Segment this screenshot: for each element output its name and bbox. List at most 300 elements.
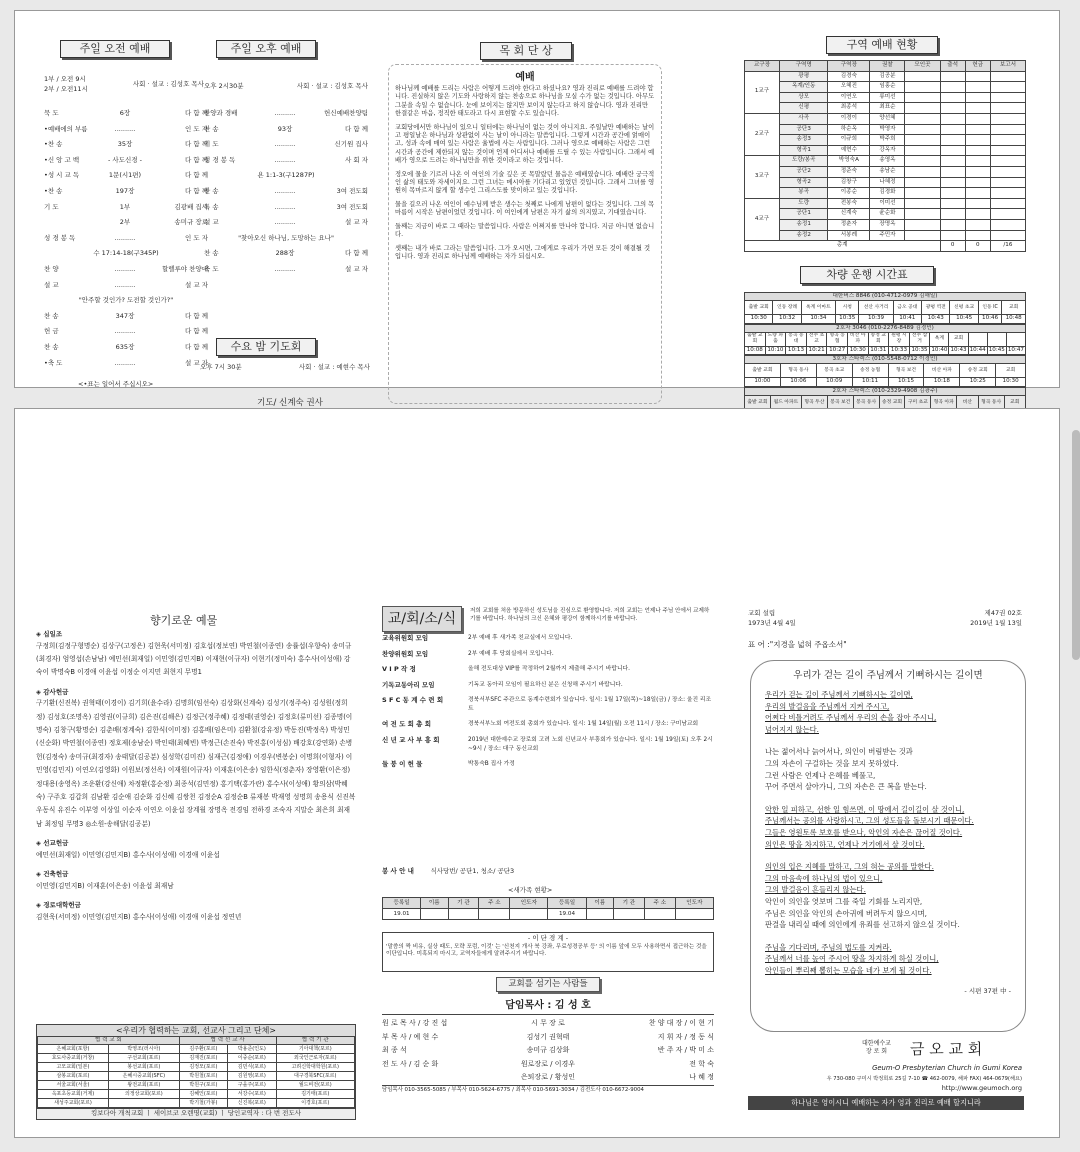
order-row [44,356,208,372]
partner-head: 협 력 기 관 [276,1037,354,1045]
poem-line: 그런 사람은 언제나 은혜를 베풀고, [765,770,876,780]
partner-cell: 왕전교회(포르) [108,1081,179,1090]
order-cell: 인 도 자 [185,124,208,133]
staff-cell: 지 휘 자 / 정 동 식 [657,1032,714,1041]
bus-stop: 광평 역전 [922,301,950,315]
news-item [382,634,714,644]
partner-cell: 신진복(포르) [228,1099,276,1108]
order-row [204,153,368,169]
bus-time: 10:35 [835,315,859,323]
cell-total-value: /16 [990,241,1025,252]
order-cell: .......... [114,264,136,273]
order-cell: 635장 [115,342,135,351]
bus-stop: 비산 아파 [847,332,868,346]
order-cell: .......... [274,186,296,195]
cell-value: 형곡1 [780,145,828,156]
bus-stop: 송정 농협 [852,364,888,378]
cell-empty [905,82,940,93]
order-cell: .......... [114,280,136,289]
cell-total-value: 0 [965,241,990,252]
poem-ref: - 시편 37편 中 - [964,987,1011,996]
order-cell: 93장 [277,124,293,133]
bus-stop: 봉곡 초교 [816,364,852,378]
order-row [44,309,208,325]
cell-empty [905,198,940,209]
cell-value: 김경숙 [828,71,870,82]
bus-time: 10:09 [816,378,852,386]
cell-empty [905,103,940,114]
staff-cell: 원로장로 / 이경우 [520,1059,576,1068]
newfam-cell [510,909,548,920]
bus-stop: 금오 공대 [893,301,921,315]
partner-cell: 김원영(포르) [228,1072,276,1081]
church-name: 금 오 교 회 [910,1040,983,1058]
poem-line: 주님은 의인을 악인의 손아귀에 버려두지 않으시며, [765,908,927,918]
order-cell: 기 도 [204,140,219,149]
order-row [204,246,368,262]
cell-value: 서봉례 [828,230,870,241]
order-row [44,200,208,216]
order-cell: 헌신예배찬양팀 [324,109,368,117]
partner-cell: 구을주(포르) [228,1081,276,1090]
cell-empty [905,230,940,241]
cell-value: 공단1 [780,209,828,220]
bus-stop: 비산 [957,396,978,410]
order-cell: .......... [114,327,136,336]
order-row [44,106,208,122]
offering-heading: ◈ 감사헌금 [36,687,69,696]
order-cell: .......... [274,202,296,211]
bus-stop: 형곡 보건 [888,364,924,378]
poem-line: 그의 자손이 구걸하는 것을 보지 못하였다. [765,758,899,768]
news-item [382,736,714,754]
partner-cell: 고려신학대학원(포르) [276,1063,354,1072]
pm-leader-text: 사회 · 설교 : 김성호 목사 [296,82,368,90]
poem-line: 주님께서 너를 높여 주시어 땅을 차지하게 하실 것이니, [765,954,939,964]
partner-head: 협 력 선 교 사 [179,1037,276,1045]
partner-row [38,1081,355,1090]
cell-value: 형곡2 [780,177,828,188]
partner-cell: 은혜교회(포항) [38,1045,109,1054]
am-worship-title-box: 주일 오전 예배 [60,40,170,58]
partner-cell: 이경호(포르) [276,1099,354,1108]
cell-empty [990,166,1025,177]
newfam-title: <새가족 현황> [508,886,553,894]
poem-line: 우리의 발걸음을 주님께서 지켜 주시고, [765,701,890,711]
newfam-cell [613,909,644,920]
church-denom [862,1040,891,1056]
order-cell: 찬양과 경배 [204,109,238,117]
offering-names: 김현욱(서미정) 이민영(김민지B) 홍수사(이성애) 이경애 이윤섭 정연년 [36,912,242,921]
staff-cell: 최 종 석 [382,1046,407,1054]
cond-box [382,932,714,972]
staff-cell: 김성기 권혁태 [526,1032,570,1041]
bus-stop: 구미 초교 [905,396,931,410]
cell-empty [965,145,990,156]
order-cell: 다 함 께 [185,311,208,320]
bus-time: 10:45 [950,315,978,323]
bus-stop-row [745,364,1026,378]
newfam-cell: 19.04 [548,909,586,920]
bus-route-name: 2호차 스타렉스 (010-2329-4908 김광주) [745,387,1026,395]
bus-stop: 신평 초교 [950,301,978,315]
order-cell: 욘 1:1-3(구1287P) [257,171,315,180]
poem-stanza [765,861,1011,931]
cell-value: 도량/봉곡 [780,156,828,167]
pastor-paragraph: 정오에 물을 기르러 나온 이 여인의 기술 깊은 곳 목말랐던 물음은 예배였습니다. 예배란 궁극적인 삶의 태도와 자세이지요. 그런 그녀는 메시아를 기다리고 있었던 것입니다. 그래서 그녀를 영원히 목마르지 않게 할 생수인 그리스도를 맞이하고 있는 것입니다. [395,170,655,195]
newfam-cell [448,909,479,920]
bus-time: 10:31 [868,346,889,354]
news-intro: 저희 교회를 처음 방문하신 성도님을 진심으로 환영합니다. 저희 교회는 언제나 주님 안에서 교제하기를 바랍니다. 하나님의 크신 은혜와 평강이 함께하시기를 바랍니다. [470,608,710,622]
staff-cell: 시 무 장 로 [531,1019,565,1027]
cell-empty [990,209,1025,220]
cell-report-table [744,60,1026,252]
cell-value: 박영자 [870,124,905,135]
bus-schedule [744,292,1026,418]
order-row [44,168,208,184]
staff-cell: 반 주 자 / 박 미 소 [657,1046,714,1054]
bus-stop: 송정 교회 [879,396,905,410]
wed-title-box: 수요 밤 기도회 [216,338,316,356]
bus-stop: 도량 파출 [765,332,786,346]
order-row [44,153,208,169]
cell-empty [965,103,990,114]
cell-empty [990,188,1025,199]
cell-empty [940,71,965,82]
offering-names: 예민선(최재일) 이민영(김민지B) 홍수사(이성애) 이경애 이윤섭 [36,850,220,859]
poem-line: 그의 마음속에 하나님의 법이 있으니, [765,873,883,883]
news-item [382,696,714,714]
staff-cell: 찬 양 대 장 / 이 현 기 [648,1019,714,1027]
newfam-cell [644,909,675,920]
order-row [204,106,368,122]
order-row [204,137,368,153]
order-cell: .......... [114,124,136,133]
cell-empty [905,209,940,220]
cond-text: '말씀의 짝 비유, 실상 때도, 모략 포럼, 이것' 는 '신천지 개사 북 강좌, 무료성경공부 등' 의 이름 앞에 모두 사용하면서 접근하는 것을 이단입니다. 미혹되지 마시고, 교역자들에게 알려주시기 바랍니다. [386,943,707,957]
news-item [382,720,714,730]
order-cell: 묵 도 [44,109,59,117]
cell-value: 주민자 [870,230,905,241]
cell-value: 류미선 [870,92,905,103]
bus-stop: 인동 IC [978,301,1002,315]
offering-heading: ◈ 건축헌금 [36,870,69,879]
am-header [44,75,204,94]
cell-empty [940,82,965,93]
order-cell: 다 함 께 [185,109,208,117]
offering-heading: ◈ 경로대학헌금 [36,901,81,910]
partner-cell: 은혜시중교회(SFC) [108,1072,179,1081]
bus-time: 10:43 [922,315,950,323]
newfam-head: 기 관 [613,898,644,909]
order-cell: 찬 송 [204,249,219,258]
poem-line: 나는 젊어서나 늙어서나, 의인이 버림받는 것과 [765,747,913,757]
cell-empty [905,135,940,146]
cell-value: 공단3 [780,124,828,135]
cell-head: 구역명 [780,61,828,72]
cell-empty [990,92,1025,103]
cell-empty [965,177,990,188]
staff-cell: 부 목 사 / 예 현 수 [382,1032,439,1041]
bus-stop: 출발 교회 [745,332,766,346]
bus-stop: 비산 아파 [924,364,960,378]
scrollbar-thumb[interactable] [1072,430,1080,660]
bus-stop: 교회 [949,332,968,346]
order-cell: •예배에의 부름 [44,124,88,133]
cell-value: 김공분 [870,71,905,82]
partner-cell: 김민식(포르) [228,1063,276,1072]
partner-cell: 김정모(포르) [179,1063,227,1072]
pm-time-text: 오후 2시30분 [204,82,244,90]
order-cell: 헌 금 [44,327,59,336]
issue-no: 제47권 02호 [984,609,1022,617]
staff-cell: 송미규 김상화 [526,1046,570,1054]
cell-row [745,230,1026,241]
newfam-head: 인도자 [510,898,548,909]
order-cell: 2부 [119,218,131,227]
order-row [44,122,208,138]
am-note-text: <•표는 일어서 주십시오> [78,380,154,388]
pastor-subtitle-text: 예배 [515,72,535,83]
cell-value: 봉곡 [780,188,828,199]
partner-cell: 기아대책(포르) [276,1045,354,1054]
partner-cell: 옥포초등교회(거제) [38,1090,109,1099]
partner-cell: 삼봉교회(포르) [38,1072,109,1081]
bus-time: 10:44 [969,346,986,353]
order-cell: 다 함 께 [345,249,368,258]
newfam-head: 주 소 [644,898,675,909]
poem-box [750,660,1026,1032]
partner-row [38,1072,355,1081]
order-cell: 신기원 집사 [334,140,368,149]
cell-header [745,61,1026,72]
news-item [382,650,714,660]
news-label: 둘 붕 이 헌 물 [382,759,423,768]
cell-empty [990,177,1025,188]
cell-value: 사곡 [780,113,828,124]
cell-empty [990,82,1025,93]
cell-empty [990,145,1025,156]
news-label: 기독교동아리 모임 [382,680,435,689]
cell-value: 이경이 [828,113,870,124]
bus-time: 10:30 [847,346,868,354]
cell-empty [990,113,1025,124]
issue-date: 2019년 1월 13일 [970,618,1022,627]
bus-stop: 인동 장례 [773,301,801,315]
bus-stop: 형곡 농협 [827,332,848,346]
order-cell: 수 17:14-18(구345P) [93,249,159,258]
order-cell: •축 도 [44,358,63,367]
newfam-head: 등록일 [383,898,421,909]
order-cell: 설 교 자 [185,358,208,367]
cell-value: 김경화 [870,188,905,199]
cell-row [745,92,1026,103]
poem-stanza [765,746,1011,792]
partner-cell: 박원철(포르) [179,1072,227,1081]
pastor-paragraph: 셋째는 내가 바로 그라는 말씀입니다. 그가 오시면, 그에게로 우리가 가면 모든 것이 해결될 것입니다. 영과 진리로 하나님께 예배하는 자가 되십시오. [395,244,651,260]
cell-empty [940,124,965,135]
bus-stop [968,332,987,346]
cell-head: 교구장 [745,61,780,72]
newfam-row [383,909,714,920]
cell-value: 박영숙A [828,156,870,167]
order-cell: 3여 전도회 [336,186,368,195]
bus-route-row [745,324,1026,332]
cell-district: 2교구 [745,113,780,155]
bus-stop: 출발 교회 [745,396,771,410]
denom-2: 장 로 회 [865,1048,888,1055]
newfam-cell [479,909,510,920]
offering-title: 향기로운 예물 [150,614,218,627]
cell-empty [905,113,940,124]
partner-cell: 대구경북SFC(포르) [276,1072,354,1081]
pastor-paragraph: 하나님께 예배를 드리는 사람은 어떻게 드려야 한다고 하셨나요? 영과 진리로 예배를 드려야 합니다. 진실하지 않은 기도와 사랑하지 않는 찬송으로 하나님을 모실 수가 없는 것입니다. 아무도 그분을 속일 수 없습니다. 눈에 보이지는 않지만 보이지 않는다고 하지 않습니다. 영과 진리만 한결같은 마음, 정직한 태도라고 다시 표현할 수도 있습니다. [395,85,655,118]
cell-value: 최종석 [828,103,870,114]
order-row [44,184,208,200]
cell-row [745,103,1026,114]
cell-total-value: 0 [940,241,965,252]
cell-empty [905,156,940,167]
order-cell: 1문(시1편) [108,171,142,180]
bus-table [744,324,1026,356]
cell-empty [940,156,965,167]
partner-cell: 김기태(포르) [276,1090,354,1099]
partner-cell: 구선교회(포르) [108,1054,179,1063]
partner-cell: 김혜인(포르) [179,1090,227,1099]
offering-list [36,630,356,932]
partner-box [36,1024,356,1120]
am-leader-text: 사회 · 설교 : 김성호 목사 [132,80,204,88]
pastor-body [395,85,655,261]
pm-title-box: 주일 오후 예배 [216,40,316,58]
poem-line: 의인은 땅을 차지하고, 언제나 거기에서 살 것이다. [765,839,925,849]
cell-value: 예현수 [828,145,870,156]
cell-empty [990,156,1025,167]
order-cell: 사 회 자 [345,155,368,164]
cell-district: 4교구 [745,198,780,240]
partner-foot: 킹보다아 개척교회 ㅣ 세이브코 오렌명(교회) ㅣ 당인교역자 : 다 번 전도사 [37,1108,355,1119]
cell-value: 임홍순 [870,82,905,93]
order-cell: 다 함 께 [185,155,208,164]
bus-stop: 교회 [1004,396,1025,410]
cell-value: 이규희 [828,135,870,146]
pastor-paragraph: 교회당에서만 하나님이 있으니 일터에는 하나님이 없는 것이 아니지요. 주일날만 예배하는 날이고 평일날은 하나님과 상관없이 사는 날이 아니라는 말씀입니다. 그렇게 시간과 공간에 얽매이고, 성과 속에 매여 있는 사람은 율법에 사는 사람입니다. 그러나 영으로 예배하는 사람은 그런 시간과 공간에 제한되지 않는 것이며 언제 어디서나 예배를 드릴 수 있는 사람입니다. 그래서 예배가 영으로 드려는 하나님만을 위한 것이라고 하는 것입니다. [395,123,655,165]
cell-value: 상모 [780,92,828,103]
bus-time: 10:25 [960,378,996,386]
offering-heading: ◈ 선교헌금 [36,839,69,848]
order-row [204,200,368,216]
cell-empty [940,92,965,103]
cell-empty [965,113,990,124]
poem-line: 악인들이 뿌리째 뽑히는 모습을 네가 보게 될 것이다. [765,965,932,975]
news-text: 2부 예배 후 새가족 친교실에서 모입니다. [468,635,573,641]
cell-empty [905,219,940,230]
order-row [44,293,208,309]
order-cell: 347장 [115,311,135,320]
bus-time-row [745,378,1026,386]
order-row [44,262,208,278]
cell-total-label: 총계 [745,241,941,252]
partner-cell: 서강수(포르) [228,1090,276,1099]
order-cell: 설 교 [204,218,219,227]
newfam-table [382,897,714,920]
order-cell: 6장 [119,109,131,117]
order-cell: 다 함 께 [345,124,368,133]
news-list [382,634,714,775]
partner-cell: 이중순(포르) [228,1054,276,1063]
cell-head: 구역장 [828,61,870,72]
bus-stop: 교회 [996,364,1026,378]
order-cell: 기 도 [44,202,59,211]
order-row [44,215,208,231]
bus-route-name: 대한버스 8846 (010-4712-0979 김해일) [745,293,1026,301]
cell-empty [940,145,965,156]
staff-row [382,1058,714,1072]
news-label: 교육위원회 모임 [382,634,429,642]
bus-stop: 송정 교회 [868,332,889,346]
news-text: 박통숙B 집사 가정 [468,760,515,767]
staff-foot: 담임목사 010-3565-5085 / 부목사 010-5624-6775 / 최목사 010-5691-3034 / 김전도사 010-6672-9004 [382,1087,644,1093]
order-cell: 송미규 장로 [174,218,208,227]
offering-names: 이민영(김민지B) 이재훈(이은송) 이윤섭 최재남 [36,881,174,890]
order-cell: .......... [274,264,296,273]
cell-empty [905,92,940,103]
bus-time-row [745,346,1026,354]
order-row [44,246,208,262]
poem-stanza [765,942,1011,977]
bus-stop: 형곡 아파 [931,396,957,410]
bus-route-name: 3호차 스타렉스 (010-5548-0712 이경민) [745,356,1026,364]
bus-stop-row [745,301,1026,315]
offering-names: 구기환(신진복) 권혁태(이경이) 김기희(윤수라) 김명희(임선숙) 김상화(신계숙) 김성기(정주숙) 김성원(정희정) 김성호(조명옥) 김영권(이규희) 김은진(김해은) 김정근(정주혜) 김정태(권영순) 김정호(류미선) 김종명(이명숙) 김창구(황명순) 김춘배(정계숙) 김한식(이미정) 김홍배(임은미) 김환철(강유정) 박동진(박정옥) 박성민(신순화) 박연철(이종연) 정호제(송남순) 박인태(최혜빈) 박정근(손진숙) 박진홍(이성심) 배강호(강연화) 손병헌(김정숙) 송미규(최경자) 송태달(김공분) 심성학(김미진) 심재근(김정애) 이경우(변봉순) 이명희(이형자) 이민영(김민지) 이연오(김영화) 이원보(정선옥) 이재원(이규자) 이재훈(이은송) 임한식(정춘자) 장영환(이은정) 정대용(송영옥) 조운환(강신애) 차정환(홍순정) 최종석(김민정) 홍기택(홍가란) 홍수사(이성애) 황의삼(박혜숙) 구주호 김갑희 김남환 김순애 김순화 김신혜 김쌍천 김정순A 김정순B 류재봉 박재영 성명희 송용식 신진복 우동식 유진수 이부영 이상일 이순자 이연오 이윤섭 장계월 장명옥 전경임 전하경 조숙자 지말순 최은희 최재남 최정임 무명3 ◎소원-송해달(김공분) [36,699,356,828]
cell-empty [940,135,965,146]
cell-title-box: 구역 예배 현황 [826,36,938,54]
bus-time: 10:32 [773,315,801,323]
cell-empty [965,230,990,241]
order-cell: 특 송 [204,202,219,211]
order-cell: .......... [274,109,296,117]
partner-header [38,1037,355,1045]
order-cell: .......... [114,358,136,367]
cell-empty [965,198,990,209]
poem-line: 악인이 의인을 엿보며 그를 죽일 기회를 노리지만, [765,896,923,906]
order-row [44,278,208,294]
bus-time: 10:40 [931,346,948,353]
partner-head: 협 력 교 회 [38,1037,180,1045]
partner-row [38,1090,355,1099]
bus-time: 10:15 [888,378,924,386]
order-cell: "찾아오신 하나님, 도망하는 요나" [238,233,334,242]
news-text: 기독교 동아리 모임이 필요하신 분은 신청해 주시기 바랍니다. [468,681,623,688]
cell-empty [965,92,990,103]
cell-row [745,198,1026,209]
cell-value: 송정1 [780,219,828,230]
pm-order [204,106,368,278]
cell-head: 모인곳 [905,61,940,72]
church-slogan: 하나님은 영이시니 예배하는 자가 영과 진리로 예배 할지니라 [748,1096,1024,1110]
bus-time: 10:43 [950,346,967,353]
offering-heading: ◈ 십일조 [36,630,63,638]
order-cell: .......... [274,140,296,149]
bus-stop: 송정 교회 [960,364,996,378]
bus-stop: 옥계 이마트 [801,301,835,315]
church-english: Geum-O Presbyterian Church in Gumi Korea [872,1064,1022,1072]
order-cell: .......... [274,155,296,164]
partner-cell: 새성주교회(포르) [38,1099,109,1108]
cell-empty [905,177,940,188]
order-row [204,168,368,184]
cell-empty [965,82,990,93]
